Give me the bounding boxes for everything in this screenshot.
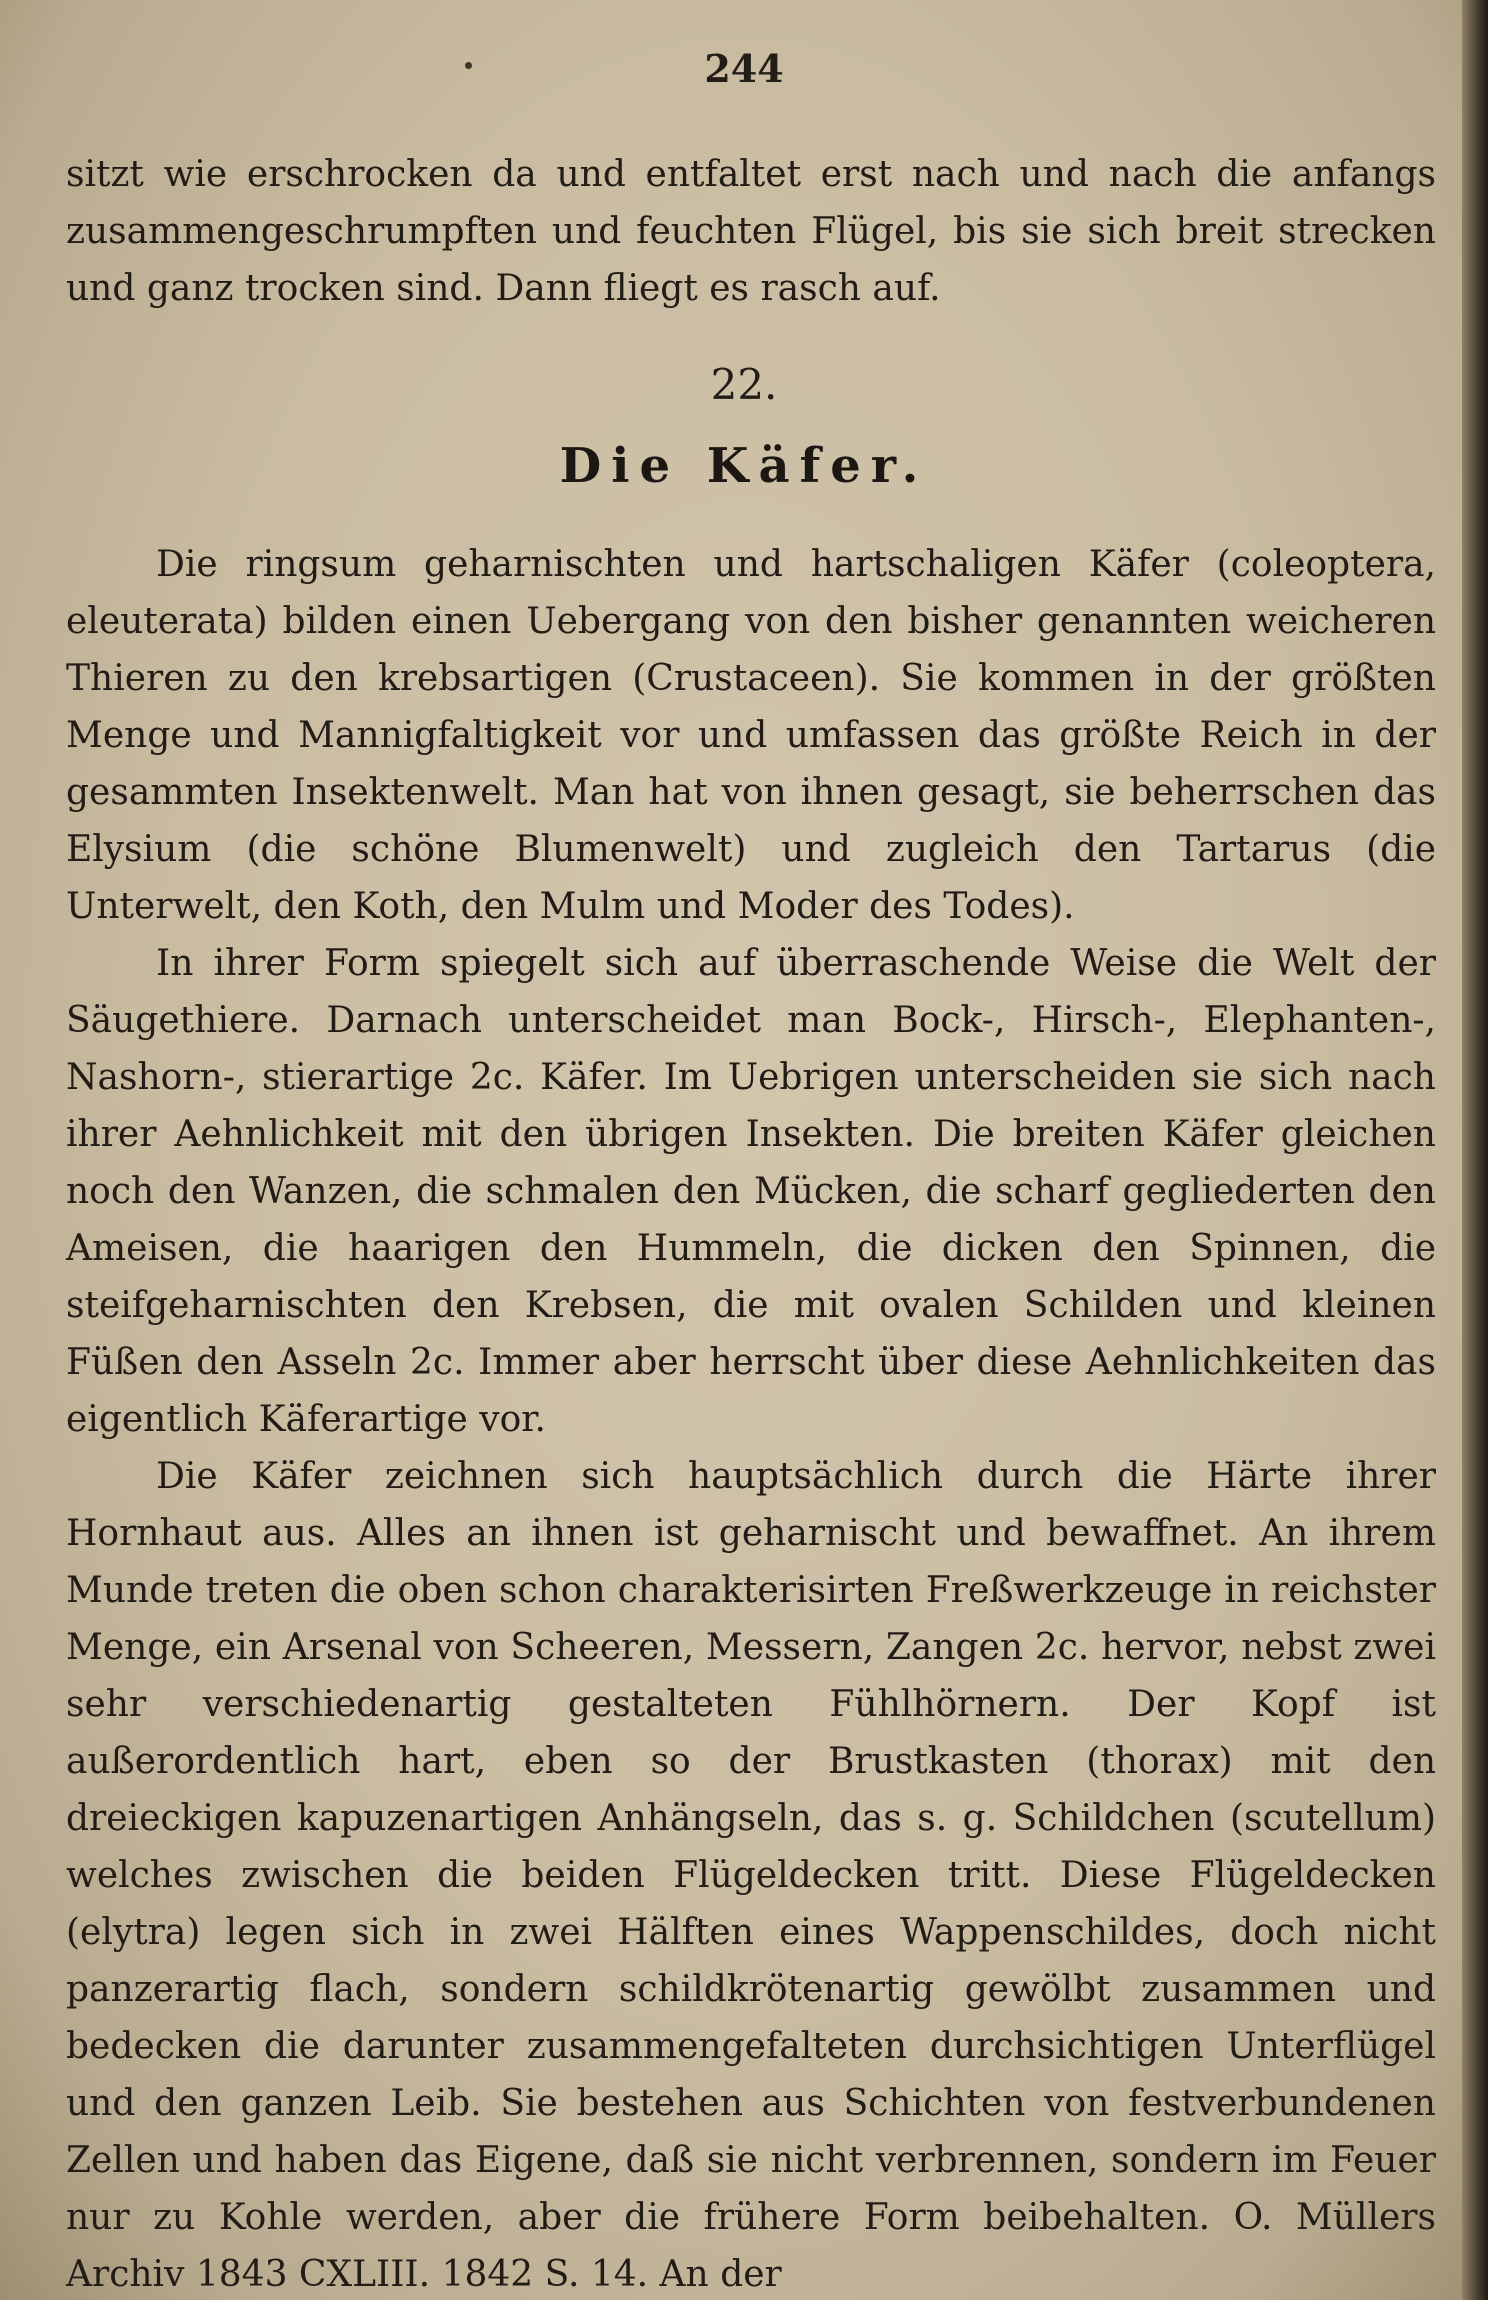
page-edge-shadow	[1462, 0, 1488, 2300]
section-number: 22.	[710, 360, 778, 409]
intro-text	[66, 146, 1436, 317]
paragraph-1: Die ringsum geharnischten und hartschaligen Käfer (coleoptera, eleuterata) bilden einen Uebergang von den bisher genannten weicheren Thieren zu den krebsartigen (Crustaceen). Sie kommen in der größten Menge und Mannigfaltigkeit vor und umfassen das größte Reich in der gesammten Insektenwelt. Man hat von ihnen gesagt, sie beherrschen das Elysium (die schöne Blumenwelt) und zugleich den Tartarus (die Unterwelt, den Koth, den Mulm und Moder des Todes).	[66, 544, 1436, 927]
page-number: 244	[704, 46, 784, 91]
paragraph-2: In ihrer Form spiegelt sich auf überraschende Weise die Welt der Säugethiere. Darnach unterscheidet man Bock-, Hirsch-, Elephanten-, Nashorn-, stierartige 2c. Käfer. Im Uebrigen unterscheiden sie sich nach ihrer Aehnlichkeit mit den übrigen Insekten. Die breiten Käfer gleichen noch den Wanzen, die schmalen den Mücken, die scharf gegliederten den Ameisen, die haarigen den Hummeln, die dicken den Spinnen, die steifgeharnischten den Krebsen, die mit ovalen Schilden und kleinen Füßen den Asseln 2c. Immer aber herrscht über diese Aehnlichkeiten das eigentlich Käferartige vor.	[66, 943, 1436, 1440]
paragraph-3: Die Käfer zeichnen sich hauptsächlich durch die Härte ihrer Hornhaut aus. Alles an ihnen ist geharnischt und bewaffnet. An ihrem Munde treten die oben schon charakterisirten Freßwerkzeuge in reichster Menge, ein Arsenal von Scheeren, Messern, Zangen 2c. hervor, nebst zwei sehr verschiedenartig gestalteten Fühlhörnern. Der Kopf ist außerordentlich hart, eben so der Brustkasten (thorax) mit den dreieckigen kapuzenartigen Anhängseln, das s. g. Schildchen (scutellum) welches zwischen die beiden Flügeldecken tritt. Diese Flügeldecken (elytra) legen sich in zwei Hälften eines Wappenschildes, doch nicht panzerartig flach, sondern schildkrötenartig gewölbt zusammen und bedecken die darunter zusammengefalteten durchsichtigen Unterflügel und den ganzen Leib. Sie bestehen aus Schichten von festverbundenen Zellen und haben das Eigene, daß sie nicht verbrennen, sondern im Feuer nur zu Kohle werden, aber die frühere Form beibehalten. O. Müllers Archiv 1843 CXLIII. 1842 S. 14. An der	[66, 1456, 1436, 2295]
body-text	[66, 536, 1436, 2300]
intro-paragraph: sitzt wie erschrocken da und entfaltet erst nach und nach die anfangs zusammengeschrumpften und feuchten Flügel, bis sie sich breit strecken und ganz trocken sind. Dann fliegt es rasch auf.	[66, 154, 1436, 309]
section-title: Die Käfer.	[559, 438, 929, 494]
